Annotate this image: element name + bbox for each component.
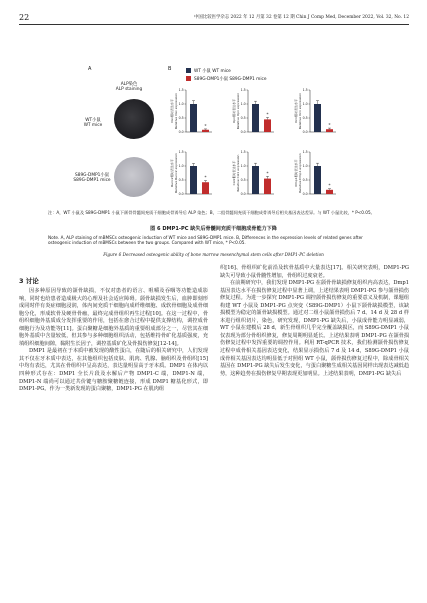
panel-a-label: A [88, 66, 92, 72]
figure-note-chinese: 注：A，WT 小鼠及 S89G-DMP1 小鼠下颌骨骨髓间充质干细胞成骨诱导后 ALP 染色；B，二组骨髓间充质干细胞成骨诱导后相关基因表达差异。与 WT 小鼠比较，* P<0.05。 [48, 210, 375, 215]
chart-2-significance-mark: * [328, 123, 331, 129]
legend-swatch-wt [186, 68, 191, 73]
page-number: 22 [19, 13, 30, 22]
chart-2-tick-label: 1.0 [302, 102, 308, 107]
wt-alp-dish-image [114, 99, 154, 139]
chart-2-tick-label: 1.5 [302, 88, 308, 93]
chart-0-bar-s89g [202, 130, 209, 132]
chart-2-tick-label: 0.0 [302, 130, 308, 135]
chart-4-significance-mark: * [266, 171, 269, 177]
legend-swatch-s89g [186, 76, 191, 81]
chart-3-tick-label: 1.0 [178, 164, 184, 169]
chart-4-tick-label: 0.0 [240, 192, 246, 197]
chart-4-tick-label: 1.5 [240, 150, 246, 155]
chart-0-significance-mark: * [204, 124, 207, 130]
chart-2-bar-wt [314, 104, 321, 132]
chart-3-tick-label: 0.0 [178, 192, 184, 197]
chart-1-tick-label: 0.0 [240, 130, 246, 135]
chart-5-significance-mark: * [328, 184, 331, 190]
chart-0-tick-label: 1.0 [178, 102, 184, 107]
chart-1-significance-mark: * [266, 112, 269, 118]
chart-2-ylabel: Relative Ocn expression [298, 92, 302, 130]
alp-staining-title: ALP染色 ALP staining [115, 82, 143, 93]
chart-1-tick-label: 0.5 [240, 116, 246, 121]
row-label-wt: WT小鼠 WT mice [83, 118, 103, 129]
chart-1-bar-s89g [264, 119, 271, 132]
chart-5-bar-s89g [326, 190, 333, 194]
chart-5-ylabel: Dmp1相对表达水平 [294, 159, 298, 187]
header-rule [19, 24, 409, 25]
chart-3-bar-s89g [202, 182, 209, 194]
chart-0-ylabel: Relative Osx expression [174, 93, 178, 129]
journal-header: 中国比较医学杂志 2022 年 12 月第 32 卷第 12 期 Chin J Comp Med, December 2022, Vol. 32, No. 12 [194, 15, 409, 20]
chart-1-bar-wt [252, 104, 259, 132]
chart-5-tick-label: 0.0 [302, 192, 308, 197]
panel-b-label: B [168, 66, 172, 72]
section-heading: 3 讨论 [19, 277, 39, 285]
legend-label-wt: WT 小鼠 WT mice [194, 69, 231, 74]
chart-5-tick-label: 1.5 [302, 150, 308, 155]
chart-0-tick-label: 1.5 [178, 88, 184, 93]
chart-4-tick-label: 1.0 [240, 164, 246, 169]
chart-0-tick-label: 0.0 [178, 130, 184, 135]
chart-2-tick-label: 0.5 [302, 116, 308, 121]
left-column [19, 288, 208, 394]
chart-2-ylabel: Ocn相对表达水平 [294, 99, 298, 123]
chart-1-ylabel: Relative Opn expression [236, 92, 240, 130]
chart-1-tick-label: 1.5 [240, 88, 246, 93]
chart-0-ylabel: Osx相对表达水平 [170, 99, 174, 123]
chart-3-ylabel: Runx2相对表达水平 [170, 159, 174, 187]
right-paragraph-1: 织[16]、骨组织矿化前沿及软骨基质中大量表达[17]。相关研究表明，DMP1-PG 缺失可导致小鼠骨髓性增加，骨组织过度衰老。 [220, 265, 409, 279]
chart-5-ylabel: Relative Dmp1 expression [298, 153, 302, 193]
left-paragraph-2: DMP1 是最初在于本质中被发现的酸性蛋白，在随后的相关研究中，人们发现其不仅在牙本质中表达，在其他组织包括皮肤、肌肉、乳腺、脑组织及骨组织[15]中均有表达，尤其在骨组织中呈高表达，表达量明显高于牙本质。DMP1 在体内以四种形式存在：DMP1 全长片段及水解后产物 DMP1-C 端，DMP1-N 端，DMP1-N 端尚可以通过共价键与糖胺聚糖链连接，形成 DMP1 糖基化形式，即 DMP1-PG。作为一类新发现的蛋白聚糖，DMP1-PG 在肌肉组 [19, 348, 208, 393]
chart-5-bar-wt [314, 166, 321, 194]
chart-3-tick-label: 1.5 [178, 150, 184, 155]
chart-3-bar-wt [190, 166, 197, 194]
chart-3-significance-mark: * [204, 176, 207, 182]
row-label-s89g: S89G-DMP1小鼠 S89G-DMP1 mice [73, 173, 111, 184]
chart-4-ylabel: Relative Col1 expression [236, 154, 240, 192]
chart-4-bar-wt [252, 166, 259, 194]
right-column [220, 265, 409, 378]
chart-3-tick-label: 0.5 [178, 178, 184, 183]
chart-2-bar-s89g [326, 129, 333, 132]
chart-4-tick-label: 0.5 [240, 178, 246, 183]
chart-0-tick-label: 0.5 [178, 116, 184, 121]
gene-expression-bar-charts [160, 84, 360, 214]
chart-4-ylabel: Col1相对表达水平 [232, 160, 236, 186]
chart-1-tick-label: 1.0 [240, 102, 246, 107]
left-paragraph-1: 因多种原因导致的颌骨缺损，不仅对患者的语言、咀嚼及吞咽等功能造成影响，同时也给患者造成极大的心理及社会适应障碍。颌骨缺损发生后，血肿即刻形成同时伴有炎症细胞浸润，体内间充质干细胞向成纤维细胞、成软骨细胞及成骨细胞分化，形成软骨及硬骨骨痂，最终完成骨组织再生过程[10]。在这一过程中，骨组织细胞外基质成分发挥重要的作用，包括在愈合过程中提供支撑结构，调控成骨细胞行为及功能等[11]。蛋白聚糖是细胞外基质的重要组成部分之一，尽管其在细胞外基质中含量较低，但其参与多种细胞组织活动，包括维持骨矿化基质强度，充填组织细胞间隙，黏附生长因子，调控基质矿化及骨损伤修复[12-14]。 [19, 288, 208, 347]
legend-label-s89g: S89G-DMP1小鼠 S89G-DMP1 mice [194, 77, 267, 82]
s89g-alp-dish-image [114, 157, 154, 197]
figure-note-english: Note. A, ALP staining of mBMSCs osteogenic induction of WT mice and S89G-DMP1 mice. B, Differences in the expression levels of related genes after osteogenic induction of mBMSCs between the two groups. Compared with WT mice, * P<0.05. [48, 235, 363, 246]
chart-3-ylabel: Relative Runx2 expression [174, 153, 178, 193]
chart-1-ylabel: Opn相对表达水平 [232, 98, 236, 124]
chart-5-tick-label: 0.5 [302, 178, 308, 183]
figure-title-english: Figure 6 Decreased osteogenic ability of bone marrow mesenchymal stem cells after DMP1-PC deletion [103, 252, 324, 257]
figure-title-chinese: 图 6 DMP1-PC 缺失后骨髓间充质干细胞成骨能力下降 [150, 226, 277, 232]
chart-0-bar-wt [190, 104, 197, 132]
chart-5-tick-label: 1.0 [302, 164, 308, 169]
right-paragraph-2: 在前期研究中，我们发现 DMP1-PG 在颌骨骨缺损修复组织内高表达，Dmp1 基因表达水平在损伤修复过程中显著上调，上述结果表明 DMP1-PG 参与颌骨损伤修复过程。为进一步探究 DMP1-PG 调控颌骨损伤修复的重要意义及机制，课题组构建 WT 小鼠及 DMP1-PG 点突变（S89G-DMP1）小鼠下颌骨缺损模型，该缺损模型为稳定的颌骨缺损模型。通过对二组小鼠颌骨损伤后 7 d、14 d 及 28 d 样本进行组织切片，染色，研究发现，DMP1-PG 缺失后，小鼠成骨能力明显减弱，WT 小鼠在建模后 28 d，新生骨组织几乎完全覆盖缺损区，而 S89G-DMP1 小鼠仅表现为部分骨组织修复，修复周期明显延长。上述结果表明 DMP1-PG 在颌骨损伤修复过程中发挥重要的调控作用。利用 RT-qPCR 技术，我们检测颌骨损伤修复过程中成骨相关基因表达变化，结果显示损伤后 7 d 及 14 d，S89G-DMP1 小鼠成骨相关基因表达均明显低于对照组 WT 小鼠，颌骨损伤修复过程中，除成骨相关基因在 DMP1-PG 缺失后发生变化，与蛋白聚糖生成相关基因同样出现表达减低趋势，这种趋势在损伤修复早期表现更加明显。上述结果表明，DMP1-PG 缺失后 [220, 280, 409, 377]
chart-4-bar-s89g [264, 179, 271, 194]
